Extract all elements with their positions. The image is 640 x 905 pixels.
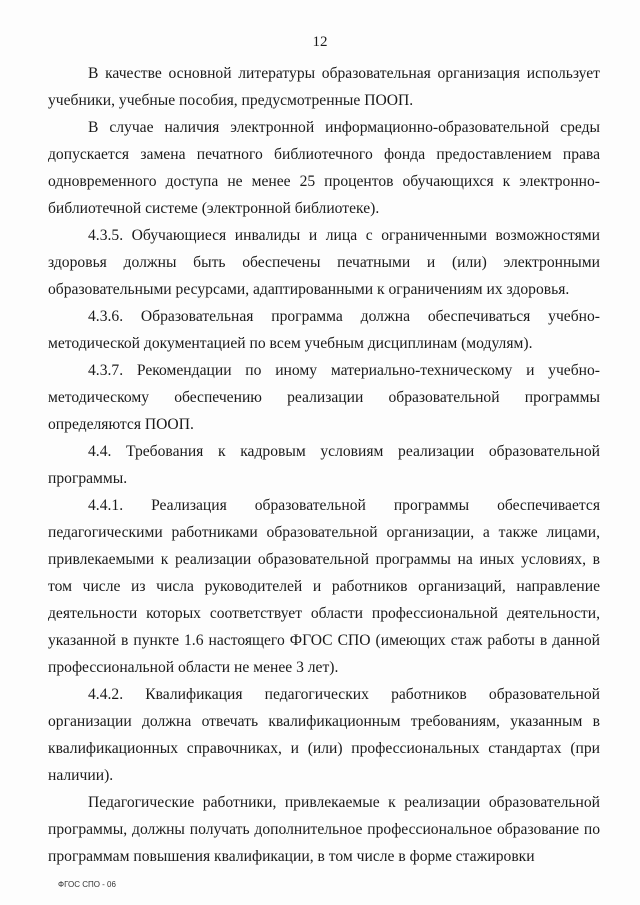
- paragraph-teachers-training: Педагогические работники, привлекаемые к реализации образовательной программы, должны получать дополнительное профессиональное образование по программам повышения квалификации, в том числе в форме стажировки: [48, 794, 600, 865]
- paragraph-4-4: 4.4. Требования к кадровым условиям реализации образовательной программы.: [48, 443, 600, 487]
- paragraph-4-3-6: 4.3.6. Образовательная программа должна обеспечиваться учебно-методической документацией по всем учебным дисциплинам (модулям).: [48, 308, 600, 352]
- footer-code: ФГОС СПО - 06: [58, 880, 116, 889]
- paragraph-main-literature: В качестве основной литературы образовательная организация использует учебники, учебные пособия, предусмотренные ПООП.: [48, 65, 600, 109]
- paragraph-4-4-2: 4.4.2. Квалификация педагогических работников образовательной организации должна отвечать квалификационным требованиям, указанным в квалификационных справочниках, и (или) профессиональных стандартах (при наличии).: [48, 686, 600, 784]
- paragraph-electronic-environment: В случае наличия электронной информационно-образовательной среды допускается замена печатного библиотечного фонда предоставлением права одновременного доступа не менее 25 процентов обучающихся к электронно-библиотечной системе (электронной библиотеке).: [48, 119, 600, 217]
- document-body: [48, 60, 600, 870]
- page-number: 12: [312, 34, 328, 50]
- paragraph-4-4-1: 4.4.1. Реализация образовательной программы обеспечивается педагогическими работниками образовательной организации, а также лицами, привлекаемыми к реализации образовательной программы на иных условиях, в том числе из числа руководителей и работников организаций, направление деятельности которых соответствует области профессиональной деятельности, указанной в пункте 1.6 настоящего ФГОС СПО (имеющих стаж работы в данной профессиональной области не менее 3 лет).: [48, 497, 600, 676]
- paragraph-4-3-7: 4.3.7. Рекомендации по иному материально-техническому и учебно-методическому обеспечению реализации образовательной программы определяются ПООП.: [48, 362, 600, 433]
- paragraph-4-3-5: 4.3.5. Обучающиеся инвалиды и лица с ограниченными возможностями здоровья должны быть обеспечены печатными и (или) электронными образовательными ресурсами, адаптированными к ограничениям их здоровья.: [48, 227, 600, 298]
